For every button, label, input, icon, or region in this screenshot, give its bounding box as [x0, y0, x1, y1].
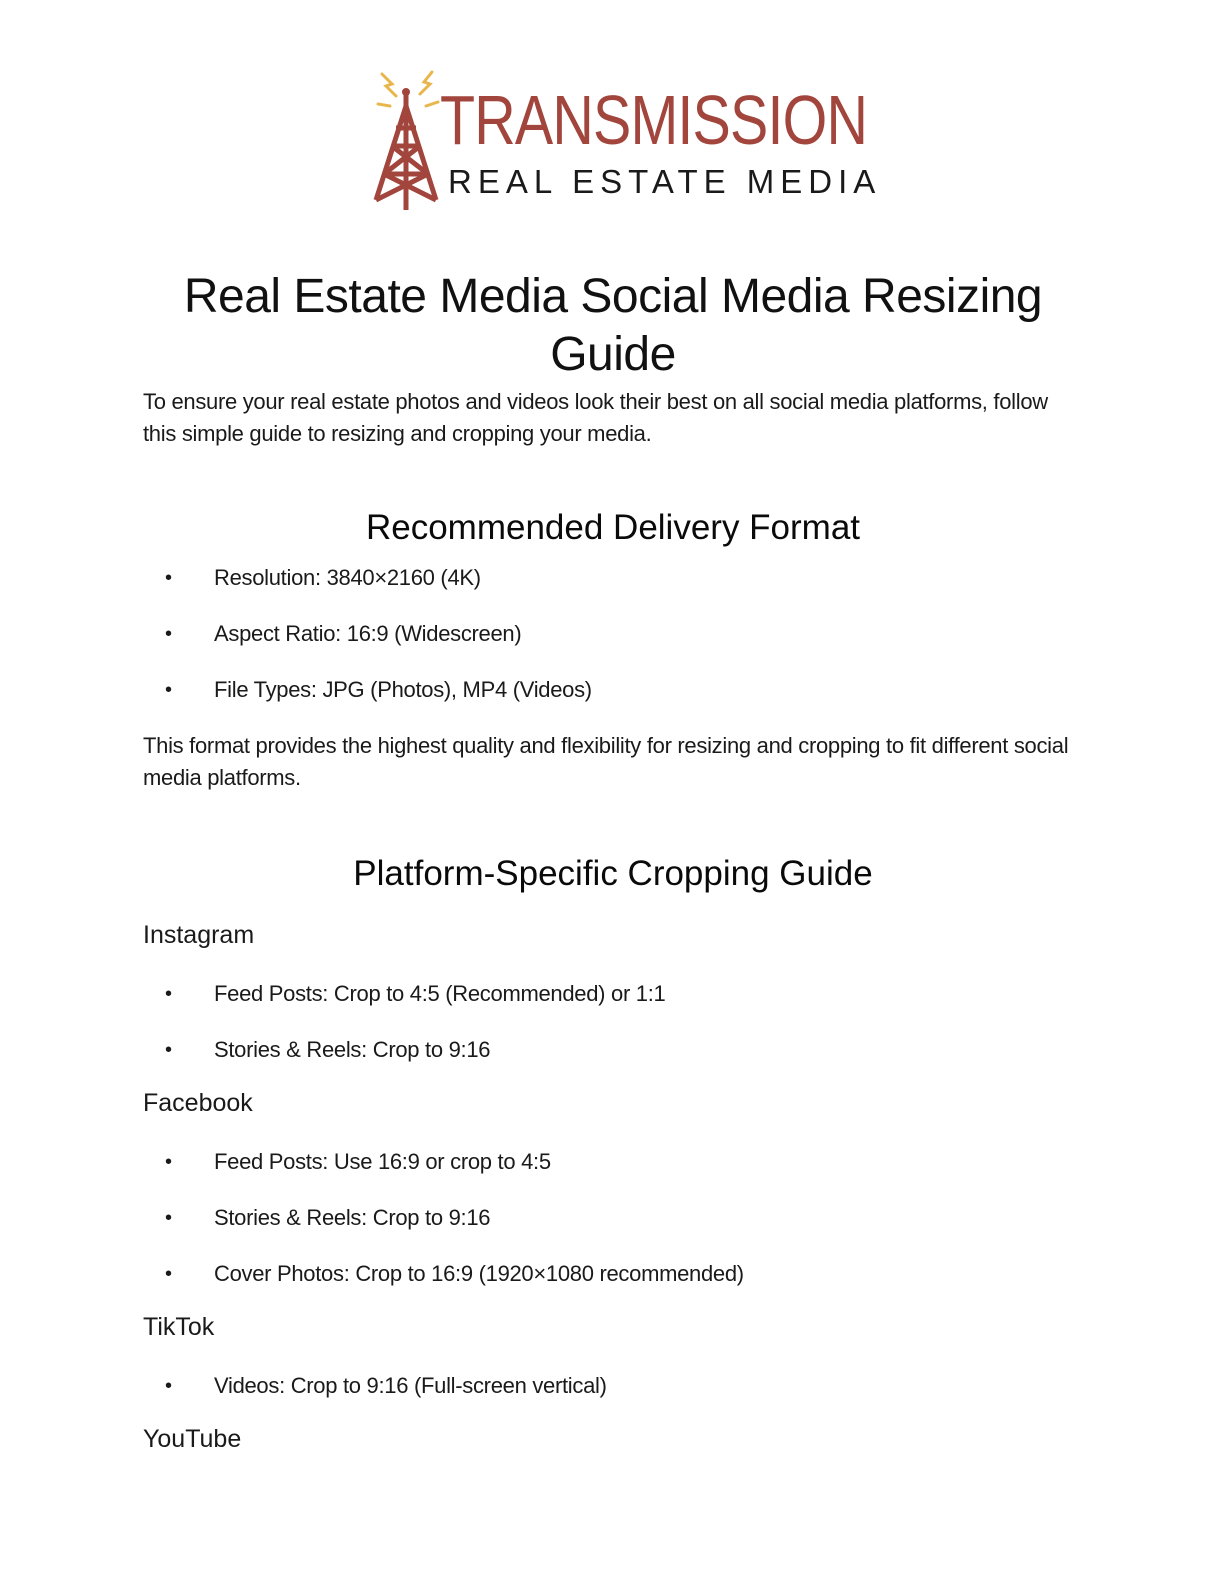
bullet-icon: •: [165, 1375, 172, 1397]
company-logo: [368, 66, 882, 216]
cropping-heading: Platform-Specific Cropping Guide: [353, 854, 873, 893]
logo-tagline: REAL ESTATE MEDIA: [448, 163, 882, 200]
transmission-tower-icon: [368, 66, 448, 216]
list-item: • Feed Posts: Use 16:9 or crop to 4:5: [143, 1146, 1083, 1178]
list-item: • Cover Photos: Crop to 16:9 (1920×1080 recommended): [143, 1258, 1083, 1290]
document-body: [143, 268, 1083, 1456]
list-item: • Resolution: 3840×2160 (4K): [143, 562, 1083, 594]
bullet-icon: •: [165, 1207, 172, 1229]
delivery-list: [143, 562, 1083, 706]
delivery-heading: Recommended Delivery Format: [365, 508, 861, 547]
bullet-icon: •: [165, 567, 172, 589]
list-item: • Stories & Reels: Crop to 9:16: [143, 1034, 1083, 1066]
list-item: • File Types: JPG (Photos), MP4 (Videos): [143, 674, 1083, 706]
logo-wordmark: TRANSMISSION: [440, 81, 868, 159]
bullet-icon: •: [165, 1151, 172, 1173]
list-item: • Stories & Reels: Crop to 9:16: [143, 1202, 1083, 1234]
delivery-note: This format provides the highest quality and flexibility for resizing and cropping to fit different social media platforms.: [143, 733, 1069, 790]
page-title: Real Estate Media Social Media Resizing Guide: [183, 270, 1043, 381]
bullet-icon: •: [165, 1039, 172, 1061]
platform-tiktok: TikTok: [143, 1313, 215, 1341]
bullet-icon: •: [165, 1263, 172, 1285]
platform-youtube: YouTube: [143, 1425, 242, 1453]
platform-facebook: Facebook: [143, 1089, 253, 1117]
intro-paragraph: To ensure your real estate photos and videos look their best on all social media platforms, follow this simple guide to resizing and cropping your media.: [143, 389, 1048, 446]
tiktok-list: [143, 1370, 1083, 1402]
bullet-icon: •: [165, 623, 172, 645]
instagram-list: [143, 978, 1083, 1066]
list-item: • Videos: Crop to 9:16 (Full-screen vertical): [143, 1370, 1083, 1402]
facebook-list: [143, 1146, 1083, 1290]
bullet-icon: •: [165, 679, 172, 701]
list-item: • Aspect Ratio: 16:9 (Widescreen): [143, 618, 1083, 650]
platform-instagram: Instagram: [143, 921, 255, 949]
list-item: • Feed Posts: Crop to 4:5 (Recommended) or 1:1: [143, 978, 1083, 1010]
bullet-icon: •: [165, 983, 172, 1005]
